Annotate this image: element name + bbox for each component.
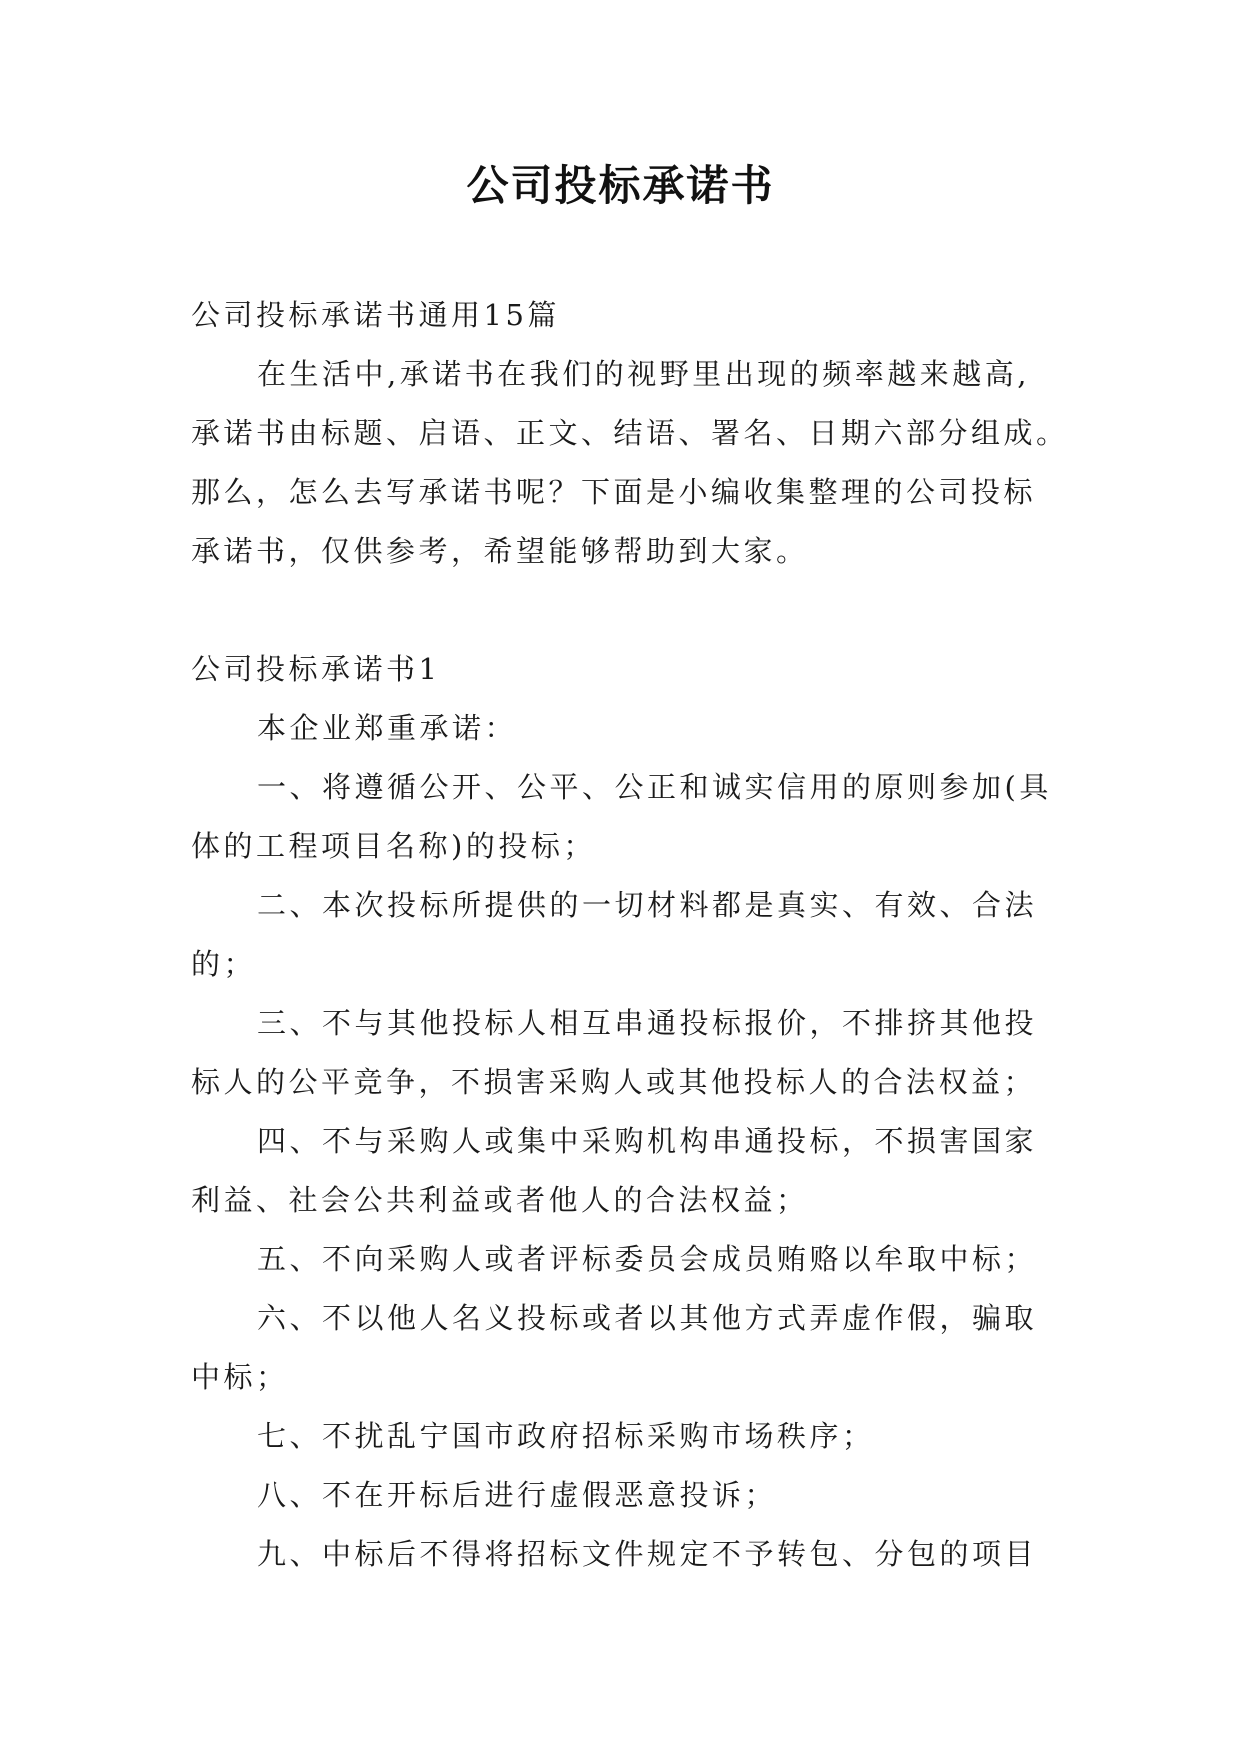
intro-line: 在生活中,承诺书在我们的视野里出现的频率越来越高, xyxy=(257,357,1030,391)
document-subtitle: 公司投标承诺书通用15篇 xyxy=(191,298,560,332)
pledge-line: 九、中标后不得将招标文件规定不予转包、分包的项目 xyxy=(257,1537,1038,1571)
pledge-line: 八、不在开标后进行虚假恶意投诉； xyxy=(257,1478,778,1512)
pledge-line: 七、不扰乱宁国市政府招标采购市场秩序； xyxy=(257,1419,875,1453)
pledge-line: 三、不与其他投标人相互串通投标报价，不排挤其他投 xyxy=(257,1006,1038,1040)
paragraph-gap xyxy=(191,581,1061,640)
pledge-line: 六、不以他人名义投标或者以其他方式弄虚作假，骗取 xyxy=(257,1301,1038,1335)
pledge-line: 四、不与采购人或集中采购机构串通投标，不损害国家 xyxy=(257,1124,1038,1158)
intro-line: 承诺书由标题、启语、正文、结语、署名、日期六部分组成。 xyxy=(191,416,1069,450)
pledge-line: 二、本次投标所提供的一切材料都是真实、有效、合法 xyxy=(257,888,1038,922)
intro-line: 那么，怎么去写承诺书呢？下面是小编收集整理的公司投标 xyxy=(191,475,1037,509)
pledge-line: 利益、社会公共利益或者他人的合法权益； xyxy=(191,1183,809,1217)
pledge-line: 标人的公平竞争，不损害采购人或其他投标人的合法权益； xyxy=(191,1065,1037,1099)
intro-line: 承诺书，仅供参考，希望能够帮助到大家。 xyxy=(191,534,809,568)
document-body xyxy=(191,286,1069,1584)
pledge-line: 中标； xyxy=(191,1360,289,1394)
pledge-line: 的； xyxy=(191,947,257,981)
pledge-line: 体的工程项目名称)的投标； xyxy=(191,829,596,863)
section-heading: 公司投标承诺书1 xyxy=(191,652,441,686)
document-title: 公司投标承诺书 xyxy=(466,161,775,210)
pledge-line: 本企业郑重承诺： xyxy=(257,711,518,745)
pledge-line: 一、将遵循公开、公平、公正和诚实信用的原则参加(具 xyxy=(257,770,1052,804)
pledge-line: 五、不向采购人或者评标委员会成员贿赂以牟取中标； xyxy=(257,1242,1038,1276)
